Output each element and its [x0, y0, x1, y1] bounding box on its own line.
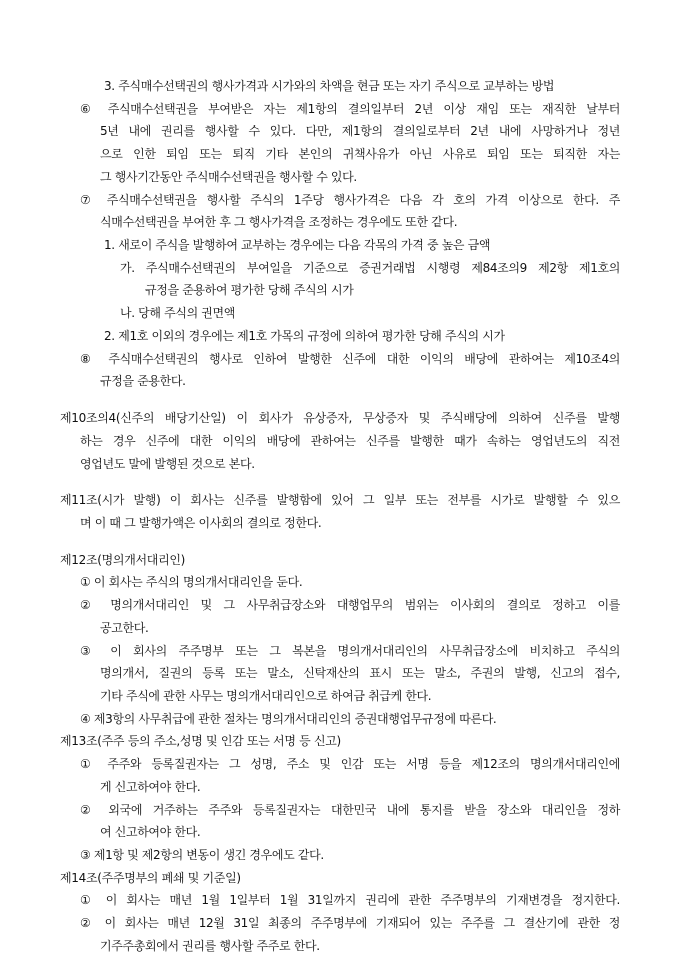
text-line: ② 명의개서대리인 및 그 사무취급장소와 대행업무의 범위는 이사회의 결의로 정하고 이를 — [80, 598, 620, 612]
text-line: ③ 이 회사의 주주명부 또는 그 복본을 명의개서대리인의 사무취급장소에 비치하고 주식의 — [80, 644, 620, 658]
article-14-heading: 제14조(주주명부의 폐쇄 및 기준일) — [60, 871, 241, 885]
text-line: ⑦ 주식매수선택권을 행사할 주식의 1주당 행사가격은 다음 각 호의 가격 이상으로 한다. 주 — [80, 193, 620, 207]
text-line: ③ 제1항 및 제2항의 변동이 생긴 경우에도 같다. — [80, 848, 324, 862]
text-line: ① 주주와 등록질권자는 그 성명, 주소 및 인감 또는 서명 등을 제12조의 명의개서대리인에 — [80, 757, 620, 771]
text-line: 게 신고하여야 한다. — [100, 780, 201, 794]
text-line: 으로 인한 퇴임 또는 퇴직 기타 본인의 귀책사유가 아닌 사유로 퇴임 또는 퇴직한 자는 — [100, 147, 620, 161]
article-13-heading: 제13조(주주 등의 주소,성명 및 인감 또는 서명 등 신고) — [60, 734, 341, 748]
text-line: 여 신고하여야 한다. — [100, 825, 201, 839]
article-12-heading: 제12조(명의개서대리인) — [60, 553, 186, 567]
text-line: 기주주총회에서 권리를 행사할 주주로 한다. — [100, 939, 320, 953]
text-line: 공고한다. — [100, 621, 149, 635]
text-line: 영업년도 말에 발행된 것으로 본다. — [80, 457, 255, 471]
text-line: 나. 당해 주식의 권면액 — [120, 306, 236, 320]
text-line: 식매수선택권을 부여한 후 그 행사가격을 조정하는 경우에도 또한 같다. — [100, 215, 458, 229]
text-line: 5년 내에 권리를 행사할 수 있다. 다만, 제1항의 결의일로부터 2년 내에 사망하거나 정년 — [100, 124, 620, 138]
text-line: 명의개서, 질권의 등록 또는 말소, 신탁재산의 표시 또는 말소, 주권의 발행, 신고의 접수, — [100, 666, 620, 680]
text-line: 하는 경우 신주에 대한 이익의 배당에 관하여는 신주를 발행한 때가 속하는 영업년도의 직전 — [80, 434, 620, 448]
text-line: 가. 주식매수선택권의 부여일을 기준으로 증권거래법 시행령 제84조의9 제2항 제1호의 — [120, 261, 620, 275]
text-line: 규정을 준용한다. — [100, 374, 186, 388]
text-line: 기타 주식에 관한 사무는 명의개서대리인으로 하여금 취급케 한다. — [100, 689, 432, 703]
text-line: 며 이 때 그 발행가액은 이사회의 결의로 정한다. — [80, 516, 322, 530]
text-line: 1. 새로이 주식을 발행하여 교부하는 경우에는 다음 각목의 가격 중 높은 금액 — [104, 238, 491, 252]
text-line: ⑥ 주식매수선택권을 부여받은 자는 제1항의 결의일부터 2년 이상 재임 또는 재직한 날부터 — [80, 102, 620, 116]
text-line: ② 외국에 거주하는 주주와 등록질권자는 대한민국 내에 통지를 받을 장소와 대리인을 정하 — [80, 803, 620, 817]
article-10-4-line: 제10조의4(신주의 배당기산일) 이 회사가 유상증자, 무상증자 및 주식배당에 의하여 신주를 발행 — [60, 411, 620, 425]
text-line: 2. 제1호 이외의 경우에는 제1호 가목의 규정에 의하여 평가한 당해 주식의 시가 — [104, 329, 505, 343]
text-line: ⑧ 주식매수선택권의 행사로 인하여 발행한 신주에 대한 이익의 배당에 관하여는 제10조4의 — [80, 352, 620, 366]
text-line: 규정을 준용하여 평가한 당해 주식의 시가 — [145, 283, 354, 297]
text-line: ② 이 회사는 매년 12월 31일 최종의 주주명부에 기재되어 있는 주주를 그 결산기에 관한 정 — [80, 916, 620, 930]
text-line: 그 행사기간동안 주식매수선택권을 행사할 수 있다. — [100, 170, 357, 184]
text-line: ① 이 회사는 매년 1월 1일부터 1월 31일까지 권리에 관한 주주명부의 기재변경을 정지한다. — [80, 893, 620, 907]
text-line: 3. 주식매수선택권의 행사가격과 시가와의 차액을 현금 또는 자기 주식으로 교부하는 방법 — [104, 79, 555, 93]
text-line: ① 이 회사는 주식의 명의개서대리인을 둔다. — [80, 575, 303, 589]
article-11-line: 제11조(시가 발행) 이 회사는 신주를 발행함에 있어 그 일부 또는 전부를 시가로 발행할 수 있으 — [60, 493, 620, 507]
text-line: ④ 제3항의 사무취급에 관한 절차는 명의개서대리인의 증권대행업무규정에 따른다. — [80, 712, 497, 726]
